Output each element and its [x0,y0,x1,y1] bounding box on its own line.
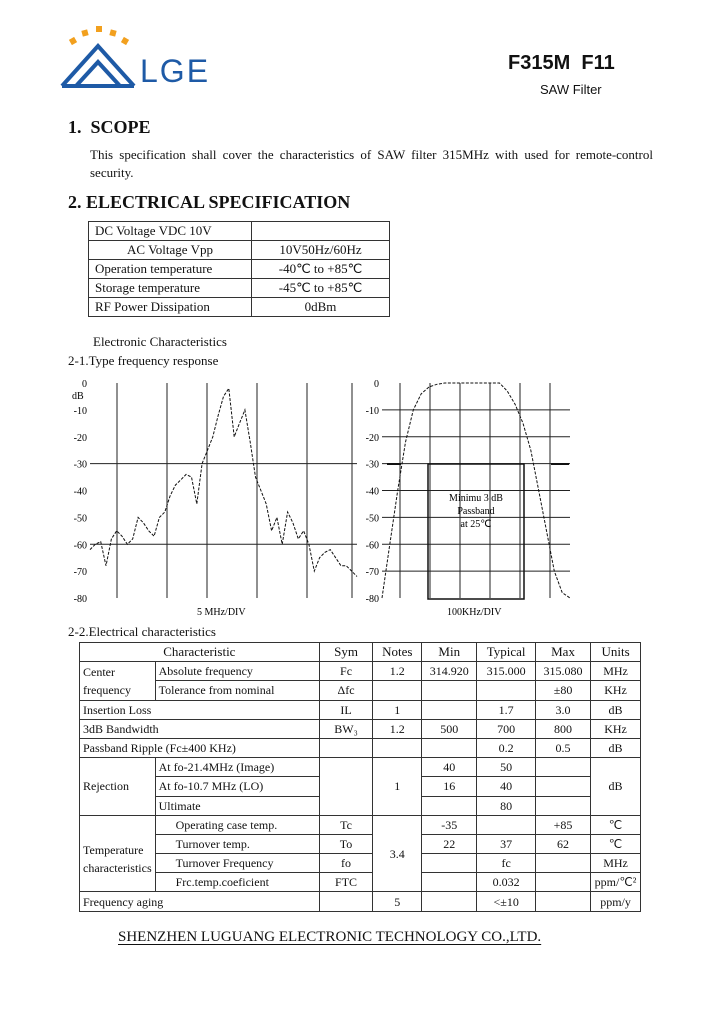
rating-label: DC Voltage VDC 10V [89,222,252,241]
cell-unit: MHz [591,854,641,873]
group-label [80,815,156,892]
col-characteristic: Characteristic [80,643,320,662]
group-label-line: Temperature [83,842,144,857]
chart-y-unit: dB [72,391,84,402]
cell-unit: dB [591,700,641,719]
table-row [80,662,641,681]
scope-heading: 1. SCOPE [68,117,151,137]
cell-typ: 50 [477,758,536,777]
table-row [89,260,390,279]
passband-box-text: Passband [457,506,495,517]
freq-response-label: 2-1.Type frequency response [68,353,219,368]
cell-sym: BW₃ [319,719,373,738]
cell-notes: 1.2 [373,719,422,738]
wideband-response-chart [62,375,367,620]
chart-y-ticks [366,379,379,605]
cell-max [536,777,591,796]
cell-max: 62 [536,834,591,853]
y-tick-label: -10 [73,405,87,417]
y-tick-label: -70 [73,567,87,579]
table-row [80,892,641,911]
electronic-label: Electronic Characteristics [93,334,227,349]
y-tick-label: -80 [73,594,87,605]
cell-unit: ℃ [591,834,641,853]
y-tick-label: -50 [365,513,379,525]
cell-min [422,873,477,892]
passband-box-text: Minimu 3 dB [449,493,503,504]
logo-sun-icon [69,26,129,45]
table-row [80,854,641,873]
cell-min: 16 [422,777,477,796]
chart-x-label: 5 MHz/DIV [197,607,246,618]
rating-value: 0dBm [252,298,390,317]
passband-response-chart [355,375,580,620]
cell-sym [319,758,373,816]
cell-max: 0.5 [536,738,591,757]
cell-unit: KHz [591,719,641,738]
subtitle: SAW Filter [540,82,602,97]
company-footer: SHENZHEN LUGUANG ELECTRONIC TECHNOLOGY CO.,LTD. [118,929,542,945]
chart-y-ticks [74,379,87,605]
logo-mountain-icon [62,46,134,86]
passband-box-text: at 25℃ [460,519,492,530]
cell-max [536,758,591,777]
table-row [89,298,390,317]
col-units: Units [591,643,641,662]
cell-typ: 37 [477,834,536,853]
cell-typ: 1.7 [477,700,536,719]
cell-min [422,854,477,873]
row-label: Turnover temp. [155,834,319,853]
rating-label: Storage temperature [89,279,252,298]
cell-typ: <±10 [477,892,536,911]
cell-typ: fc [477,854,536,873]
cell-max [536,873,591,892]
cell-typ: 315.000 [477,662,536,681]
y-tick-label: -70 [365,567,379,579]
rating-label: RF Power Dissipation [89,298,252,317]
row-label: Ultimate [155,796,319,815]
cell-min: 40 [422,758,477,777]
cell-max [536,854,591,873]
table-row [80,700,641,719]
rating-value: 10V50Hz/60Hz [252,241,390,260]
table-row [80,815,641,834]
cell-typ [477,681,536,700]
cell-min [422,738,477,757]
cell-typ: 40 [477,777,536,796]
y-tick-label: -60 [365,540,379,552]
cell-max: 3.0 [536,700,591,719]
y-tick-label: -40 [365,486,379,498]
row-label: 3dB Bandwidth [80,719,320,738]
col-sym: Sym [319,643,373,662]
cell-min [422,892,477,911]
cell-max: 315.080 [536,662,591,681]
cell-max [536,892,591,911]
cell-notes: 3.4 [373,815,422,892]
ratings-table [88,221,390,317]
row-label: At fo-10.7 MHz (LO) [155,777,319,796]
cell-sym: Fc [319,662,373,681]
y-tick-label: -50 [73,513,87,525]
cell-notes: 1.2 [373,662,422,681]
cell-unit: ppm/y [591,892,641,911]
cell-max: ±80 [536,681,591,700]
rating-value [252,222,390,241]
cell-min [422,796,477,815]
ec-title: 2-2.Electrical characteristics [68,624,216,639]
cell-sym: Tc [319,815,373,834]
row-label: Operating case temp. [155,815,319,834]
table-row [89,279,390,298]
table-row [80,681,641,700]
cell-sym: Δfc [319,681,373,700]
elec-heading: 2. ELECTRICAL SPECIFICATION [68,192,351,212]
cell-sym: To [319,834,373,853]
y-tick-label: -10 [365,405,379,417]
cell-max: +85 [536,815,591,834]
row-label: At fo-21.4MHz (Image) [155,758,319,777]
col-typical: Typical [477,643,536,662]
logo [58,24,238,94]
cell-sym: FTC [319,873,373,892]
cell-unit: dB [591,758,641,816]
cell-unit: KHz [591,681,641,700]
cell-typ: 0.2 [477,738,536,757]
logo-text: LGE [140,53,211,89]
table-row [80,738,641,757]
row-label: Passband Ripple (Fc±400 KHz) [80,738,320,757]
rating-label: Operation temperature [89,260,252,279]
series-line [90,388,357,576]
cell-unit: dB [591,738,641,757]
cell-unit: ℃ [591,815,641,834]
cell-min [422,681,477,700]
y-tick-label: 0 [374,379,379,390]
cell-min: 22 [422,834,477,853]
rating-label: AC Voltage Vpp [89,241,252,260]
passband-box [428,464,524,599]
cell-min: -35 [422,815,477,834]
cell-notes [373,738,422,757]
row-label: Absolute frequency [155,662,319,681]
cell-typ: 0.032 [477,873,536,892]
y-tick-label: -20 [365,432,379,444]
cell-unit: MHz [591,662,641,681]
cell-typ [477,815,536,834]
row-label: Turnover Frequency [155,854,319,873]
cell-notes: 1 [373,758,422,816]
table-header-row [80,643,641,662]
cell-sym [319,892,373,911]
cell-sym: IL [319,700,373,719]
y-tick-label: 0 [82,379,87,390]
table-row [80,758,641,777]
cell-sym [319,738,373,757]
table-row [80,834,641,853]
y-tick-label: -40 [73,486,87,498]
group-label: Center [80,662,156,681]
col-min: Min [422,643,477,662]
cell-sym: fo [319,854,373,873]
cell-max [536,796,591,815]
table-row [80,873,641,892]
electrical-characteristics-table [79,642,641,912]
cell-notes: 5 [373,892,422,911]
group-label: Rejection [80,758,156,816]
chart-grid [382,383,570,598]
table-row [89,222,390,241]
group-label: frequency [80,681,156,700]
cell-notes [373,681,422,700]
y-tick-label: -60 [73,540,87,552]
y-tick-label: -30 [365,459,379,471]
cell-notes: 1 [373,700,422,719]
row-label: Tolerance from nominal [155,681,319,700]
cell-typ: 700 [477,719,536,738]
row-label: Frequency aging [80,892,320,911]
col-max: Max [536,643,591,662]
row-label: Frc.temp.coeficient [155,873,319,892]
group-label-line: characteristics [83,860,152,875]
row-label: Insertion Loss [80,700,320,719]
scope-text: This specification shall cover the characteristics of SAW filter 315MHz with used for remote-control security. [90,147,653,180]
cell-unit: ppm/℃² [591,873,641,892]
y-tick-label: -20 [73,432,87,444]
rating-value: -45℃ to +85℃ [252,279,390,298]
cell-min [422,700,477,719]
y-tick-label: -30 [73,459,87,471]
col-notes: Notes [373,643,422,662]
cell-min: 314.920 [422,662,477,681]
chart-x-label: 100KHz/DIV [447,607,502,618]
cell-typ: 80 [477,796,536,815]
y-tick-label: -80 [365,594,379,605]
cell-min: 500 [422,719,477,738]
table-row [80,719,641,738]
cell-max: 800 [536,719,591,738]
part-number: F315M F11 [508,52,615,74]
table-row [89,241,390,260]
rating-value: -40℃ to +85℃ [252,260,390,279]
